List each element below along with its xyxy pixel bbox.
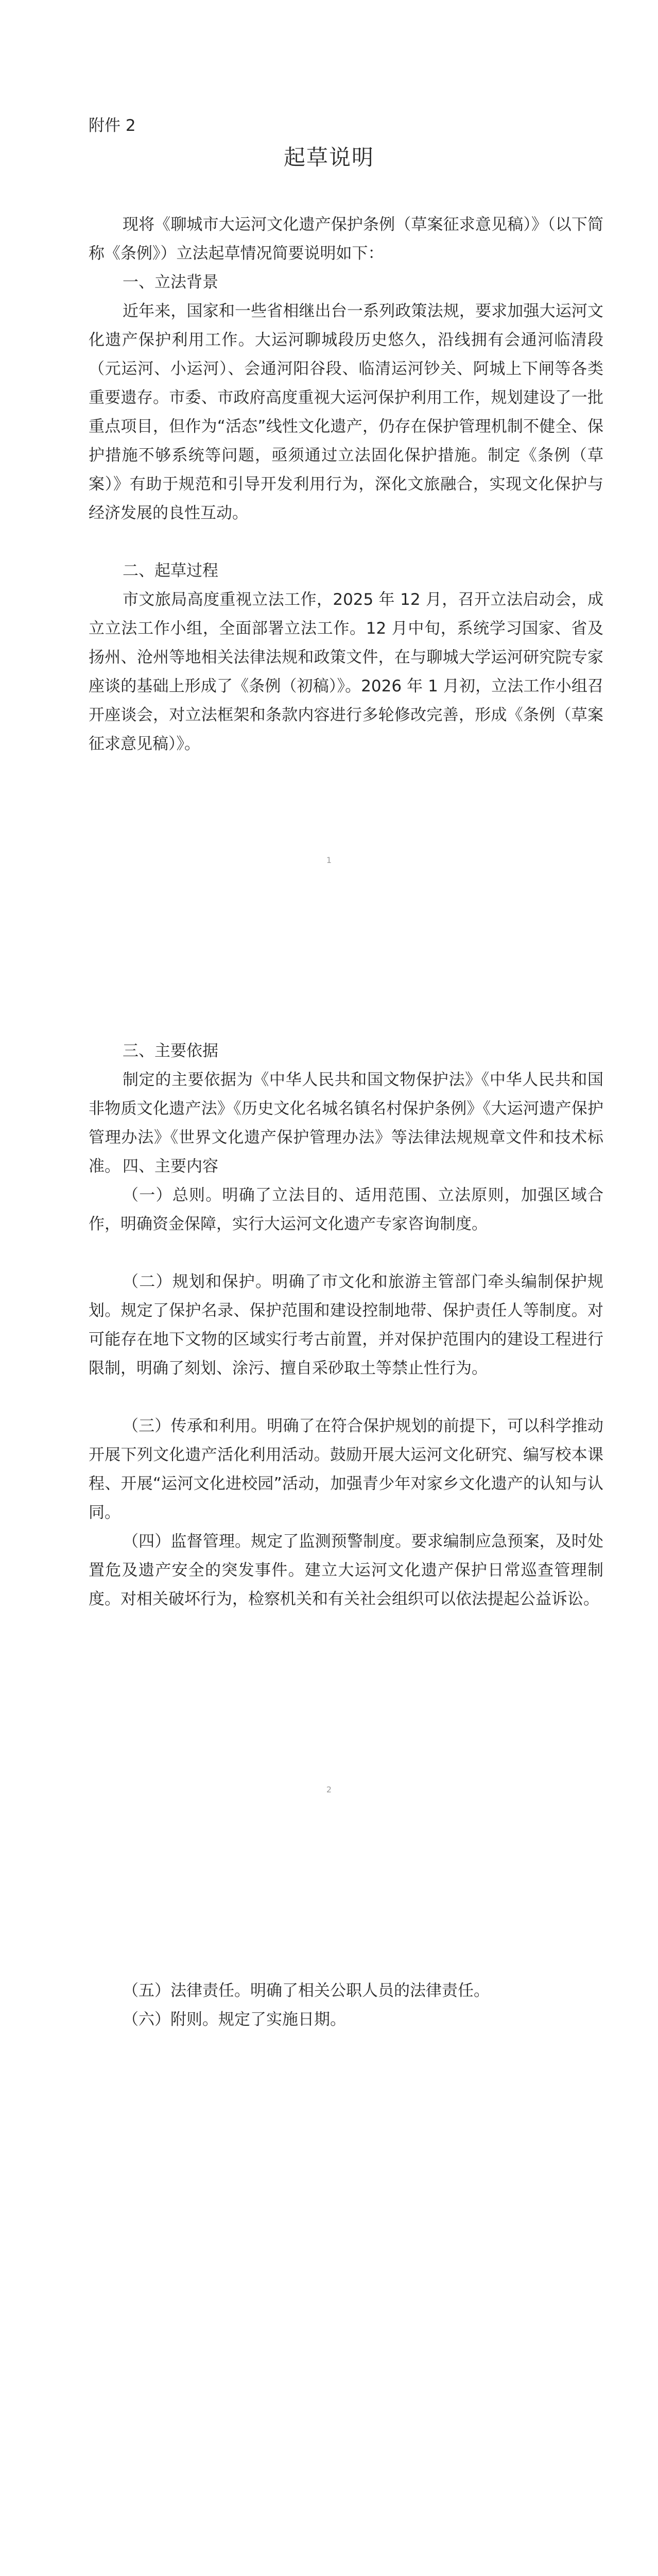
section-heading-basis: 三、主要依据 — [123, 1042, 218, 1060]
document-page-2 — [0, 876, 658, 1794]
section-heading-background: 一、立法背景 — [123, 273, 218, 292]
document-page-3 — [0, 1752, 658, 2576]
page-number: 1 — [326, 855, 332, 865]
page-number: 2 — [326, 1785, 332, 1794]
intro-paragraph: 现将《聊城市大运河文化遗产保护条例（草案征求意见稿）》（以下简称《条例》）立法起草情况简要说明如下： — [89, 215, 603, 263]
content-item-legal-liability: （五）法律责任。明确了相关公职人员的法律责任。 — [123, 1981, 490, 2000]
background-paragraph: 近年来，国家和一些省相继出台一系列政策法规，要求加强大运河文化遗产保护利用工作。大运河聊城段历史悠久，沿线拥有会通河临清段（元运河、小运河）、会通河阳谷段、临清运河钞关、阿城上下闸等各类重要遗存。市委、市政府高度重视大运河保护利用工作，规划建设了一批重点项目，但作为“活态”线性文化遗产，仍存在保护管理机制不健全、保护措施不够系统等问题，亟须通过立法固化保护措施。制定《条例（草案）》有助于规范和引导开发利用行为，深化文旅融合，实现文化保护与经济发展的良性互动。 — [89, 302, 603, 522]
drafting-process-paragraph: 市文旅局高度重视立法工作，2025 年 12 月，召开立法启动会，成立立法工作小组，全面部署立法工作。12 月中旬，系统学习国家、省及扬州、沧州等地相关法律法规和政策文件，在与聊城大学运河研究院专家座谈的基础上形成了《条例（初稿）》。2026 年 1 月初，立法工作小组召开座谈会，对立法框架和条款内容进行多轮修改完善，形成《条例（草案征求意见稿）》。 — [89, 590, 603, 753]
content-item-general-provisions: （一）总则。明确了立法目的、适用范围、立法原则，加强区域合作，明确资金保障，实行大运河文化遗产专家咨询制度。 — [89, 1186, 603, 1233]
content-item-planning-protection: （二）规划和保护。明确了市文化和旅游主管部门牵头编制保护规划。规定了保护名录、保护范围和建设控制地带、保护责任人等制度。对可能存在地下文物的区域实行考古前置，并对保护范围内的建设工程进行限制，明确了刻划、涂污、擅自采砂取土等禁止性行为。 — [89, 1273, 603, 1378]
section-heading-drafting-process: 二、起草过程 — [123, 562, 218, 580]
basis-paragraph: 制定的主要依据为《中华人民共和国文物保护法》《中华人民共和国非物质文化遗产法》《历史文化名城名镇名村保护条例》《大运河遗产保护管理办法》《世界文化遗产保护管理办法》等法律法规规章文件和技术标准。 — [89, 1071, 603, 1176]
section-heading-main-content: 四、主要内容 — [123, 1157, 218, 1176]
document-title: 起草说明 — [283, 145, 374, 170]
content-item-supplementary-provisions: （六）附则。规定了实施日期。 — [123, 2010, 346, 2029]
attachment-label: 附件 2 — [89, 116, 136, 135]
content-item-supervision: （四）监督管理。规定了监测预警制度。要求编制应急预案，及时处置危及遗产安全的突发事件。建立大运河文化遗产保护日常巡查管理制度。对相关破坏行为，检察机关和有关社会组织可以依法提起公益诉讼。 — [89, 1532, 603, 1608]
content-item-inheritance-utilization: （三）传承和利用。明确了在符合保护规划的前提下，可以科学推动开展下列文化遗产活化利用活动。鼓励开展大运河文化研究、编写校本课程、开展“运河文化进校园”活动，加强青少年对家乡文化遗产的认知与认同。 — [89, 1417, 603, 1522]
document-page-1 — [0, 0, 658, 876]
